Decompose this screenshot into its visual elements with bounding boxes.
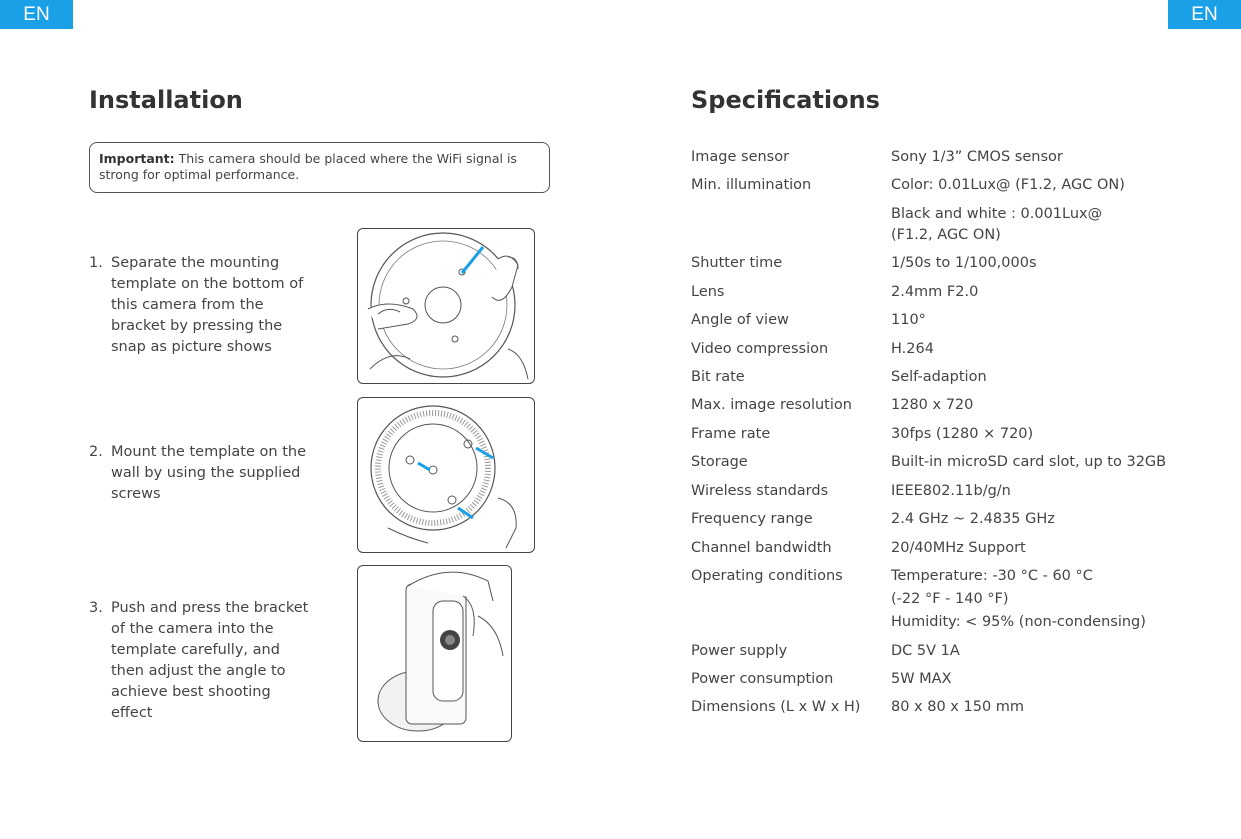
- spec-label: Bit rate: [691, 369, 745, 385]
- specifications-title: Specifications: [691, 86, 880, 114]
- step-number: 1.: [89, 255, 103, 271]
- notice-text: This camera should be placed where the WiFi signal is strong for optimal performance.: [99, 151, 517, 182]
- spec-label: Max. image resolution: [691, 397, 852, 413]
- spec-value: IEEE802.11b/g/n: [891, 483, 1011, 499]
- spec-value: 5W MAX: [891, 671, 952, 687]
- spec-value-continued: (-22 °F - 140 °F): [891, 591, 1009, 607]
- spec-value: 110°: [891, 312, 926, 328]
- spec-value: 1/50s to 1/100,000s: [891, 255, 1037, 271]
- spec-value: Color: 0.01Lux@ (F1.2, AGC ON): [891, 177, 1125, 193]
- spec-value: Temperature: -30 °C - 60 °C: [891, 568, 1093, 584]
- spec-label: Wireless standards: [691, 483, 829, 499]
- spec-value-continued: Humidity: < 95% (non-condensing): [891, 614, 1146, 630]
- spec-value: Built-in microSD card slot, up to 32GB: [891, 454, 1167, 470]
- notice-label: Important:: [99, 151, 175, 166]
- step-2: [89, 442, 309, 505]
- installation-title: Installation: [89, 86, 243, 114]
- step-1: [89, 253, 309, 358]
- spec-value: Black and white : 0.001Lux@: [891, 206, 1103, 222]
- spec-label: Angle of view: [691, 312, 789, 328]
- spec-value: 80 x 80 x 150 mm: [891, 699, 1025, 715]
- spec-label: Power consumption: [691, 671, 834, 687]
- spec-value: H.264: [891, 341, 934, 357]
- spec-value: DC 5V 1A: [891, 643, 960, 659]
- template-wall-illustration: [358, 398, 534, 552]
- step-number: 3.: [89, 600, 103, 616]
- step-text: Push and press the bracket of the camera into the template carefully, and then adjust the angle to achieve best shooting effect: [111, 600, 309, 721]
- spec-label: Operating conditions: [691, 568, 843, 584]
- spec-label: Dimensions (L x W x H): [691, 699, 861, 715]
- step-text: Separate the mounting template on the bottom of this camera from the bracket by pressing the snap as picture shows: [111, 255, 304, 355]
- spec-label: Storage: [691, 454, 748, 470]
- spec-value: 2.4mm F2.0: [891, 284, 979, 300]
- spec-label: Power supply: [691, 643, 788, 659]
- spec-label: Frame rate: [691, 426, 771, 442]
- illustration-separate-template: [357, 228, 535, 384]
- language-tab-right: EN: [1168, 0, 1241, 29]
- illustration-mount-template: [357, 397, 535, 553]
- spec-value-continued: (F1.2, AGC ON): [891, 227, 1001, 243]
- spec-label: Channel bandwidth: [691, 540, 832, 556]
- spec-label: Image sensor: [691, 149, 790, 165]
- spec-value: Sony 1/3” CMOS sensor: [891, 149, 1063, 165]
- step-3: [89, 598, 309, 724]
- language-tab-left: EN: [0, 0, 73, 29]
- spec-label: Video compression: [691, 341, 829, 357]
- camera-mounting-illustration: [358, 566, 511, 741]
- spec-value: 20/40MHz Support: [891, 540, 1026, 556]
- step-text: Mount the template on the wall by using the supplied screws: [111, 444, 306, 502]
- spec-value: 30fps (1280 × 720): [891, 426, 1034, 442]
- spec-label: Shutter time: [691, 255, 783, 271]
- spec-label: Lens: [691, 284, 725, 300]
- camera-base-illustration: [358, 229, 534, 383]
- spec-value: 2.4 GHz ~ 2.4835 GHz: [891, 511, 1055, 527]
- spec-label: Frequency range: [691, 511, 813, 527]
- spec-value: 1280 x 720: [891, 397, 974, 413]
- step-number: 2.: [89, 444, 103, 460]
- illustration-push-camera: [357, 565, 512, 742]
- important-notice: [89, 142, 550, 193]
- spec-value: Self-adaption: [891, 369, 987, 385]
- spec-label: Min. illumination: [691, 177, 812, 193]
